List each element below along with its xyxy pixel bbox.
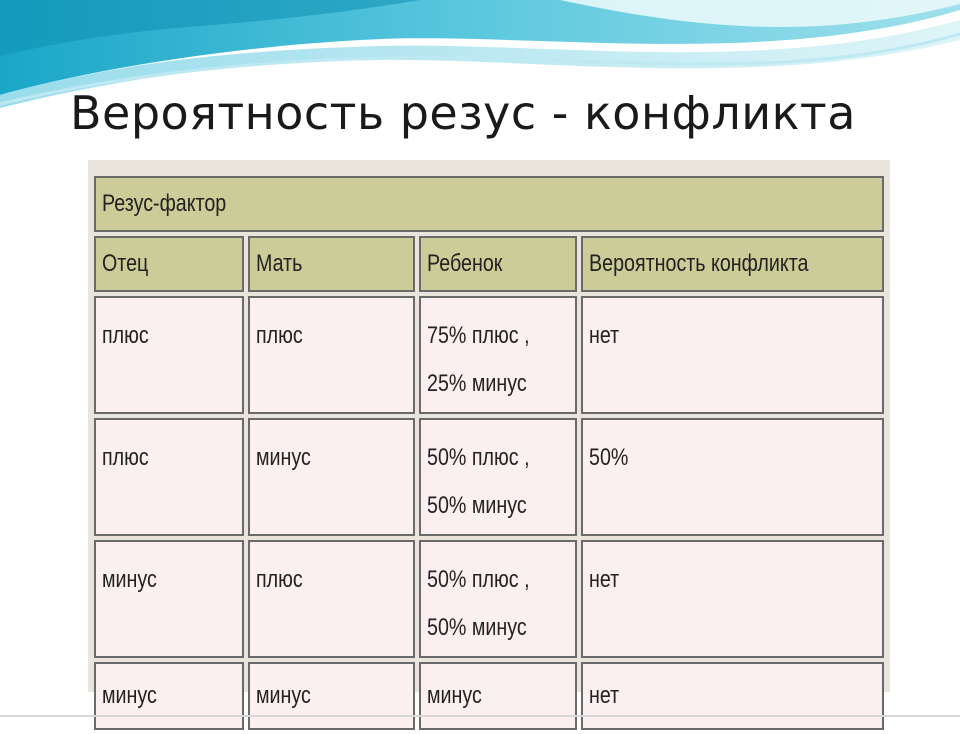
column-header-mother: Мать — [248, 236, 414, 292]
table-group-header-row — [94, 176, 884, 232]
table-header-row — [94, 236, 884, 292]
probability-cell: 50% — [581, 418, 884, 536]
father-cell: минус — [94, 662, 244, 730]
child-cell: 50% плюс , 50% минус — [419, 540, 577, 658]
column-header-child: Ребенок — [419, 236, 577, 292]
mother-cell: минус — [248, 662, 414, 730]
table-row — [94, 540, 884, 658]
table-row — [94, 418, 884, 536]
probability-cell: нет — [581, 540, 884, 658]
group-header-cell: Резус-фактор — [94, 176, 884, 232]
probability-cell: нет — [581, 296, 884, 414]
table-row — [94, 662, 884, 730]
column-header-probability: Вероятность конфликта — [581, 236, 884, 292]
father-cell: плюс — [94, 418, 244, 536]
rh-factor-table — [90, 172, 888, 734]
mother-cell: плюс — [248, 540, 414, 658]
father-cell: плюс — [94, 296, 244, 414]
child-cell: минус — [419, 662, 577, 730]
rh-table-container — [88, 160, 890, 709]
probability-cell: нет — [581, 662, 884, 730]
mother-cell: плюс — [248, 296, 414, 414]
father-cell: минус — [94, 540, 244, 658]
slide-bottom-border — [0, 715, 960, 717]
table-row — [94, 296, 884, 414]
mother-cell: минус — [248, 418, 414, 536]
child-cell: 50% плюс , 50% минус — [419, 418, 577, 536]
column-header-father: Отец — [94, 236, 244, 292]
slide-title: Вероятность резус - конфликта — [70, 86, 856, 140]
child-cell: 75% плюс , 25% минус — [419, 296, 577, 414]
